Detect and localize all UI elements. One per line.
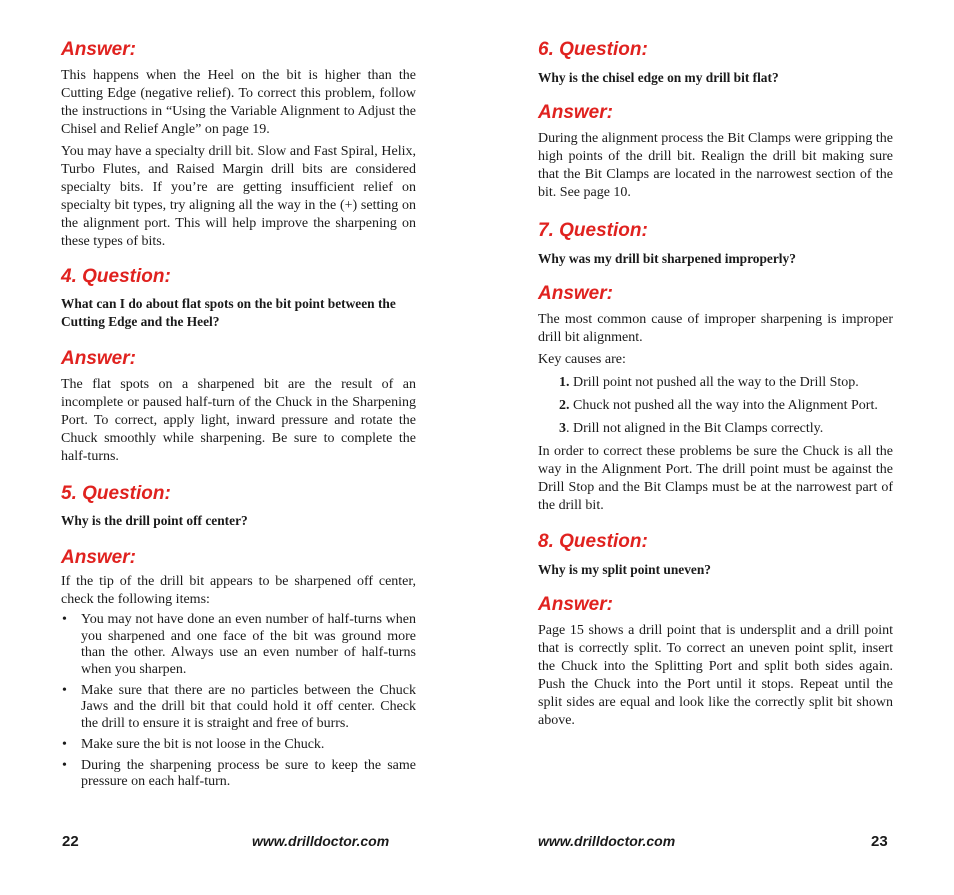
page-number-right: 23 <box>871 833 888 850</box>
question-4-text: What can I do about flat spots on the bit point between the Cutting Edge and the Heel? <box>61 296 396 329</box>
list-item: 2. Chuck not pushed all the way into the Alignment Port. <box>559 398 878 413</box>
list-item: • During the sharpening process be sure to keep the same pressure on each half-turn. <box>62 757 416 789</box>
answer-7-text: The most common cause of improper sharpening is improper drill bit alignment. <box>538 312 893 345</box>
list-item: 3. Drill not aligned in the Bit Clamps correctly. <box>559 421 824 436</box>
key-causes-label: Key causes are: <box>538 352 626 367</box>
question-8-heading: 8. Question: <box>538 531 648 552</box>
list-item: • Make sure the bit is not loose in the Chuck. <box>62 736 325 752</box>
answer-heading: Answer: <box>61 39 136 60</box>
causes-list <box>538 374 893 438</box>
list-item: • You may not have done an even number of half-turns when you sharpened and one face of the bit was ground more than the other. Always use an even number of half-turns when you sharpen. <box>62 612 416 677</box>
answer-6-heading: Answer: <box>538 102 613 123</box>
answer-5-heading: Answer: <box>61 547 136 568</box>
answer-4-heading: Answer: <box>61 348 136 369</box>
list-item: 1. Drill point not pushed all the way to the Drill Stop. <box>559 375 859 390</box>
question-7-text: Why was my drill bit sharpened improperly? <box>538 251 796 266</box>
answer-7-heading: Answer: <box>538 283 613 304</box>
question-8-text: Why is my split point uneven? <box>538 562 711 577</box>
website-link[interactable]: www.drilldoctor.com <box>252 833 390 849</box>
question-6-heading: 6. Question: <box>538 39 648 60</box>
question-4-heading: 4. Question: <box>61 266 171 287</box>
answer-8-heading: Answer: <box>538 594 613 615</box>
answer-4-text: The flat spots on a sharpened bit are the result of an incomplete or paused half-turn of the Chuck in the Sharpening Port. To correct, apply light, inward pressure and rotate the Chuck smoothly while sharpening. Be sure to complete the half-turns. <box>61 377 416 464</box>
page-number-left: 22 <box>62 833 79 850</box>
paragraph: You may have a specialty drill bit. Slow and Fast Spiral, Helix, Turbo Flutes, and Raised Margin drill bits are considered specialty bits. If you’re are getting insufficient relief on specialty bit types, try aligning all the way in the (+) setting on the alignment port. This will help improve the sharpening on these types of bits. <box>61 144 416 249</box>
answer-6-text: During the alignment process the Bit Clamps were gripping the high points of the drill bit. Realign the drill bit making sure that the Bit Clamps are located in the narrowest section of the bit. See page 10. <box>538 131 893 200</box>
answer-8-text: Page 15 shows a drill point that is undersplit and a drill point that is correctly split. To correct an uneven point split, insert the Chuck into the Splitting Port and split both sides again. Push the Chuck into the Port until it stops. Repeat until the split sides are equal and look like the correctly split bit shown above. <box>538 623 893 728</box>
question-7-heading: 7. Question: <box>538 220 648 241</box>
answer-body <box>61 67 416 255</box>
question-5-heading: 5. Question: <box>61 483 171 504</box>
answer-5-intro: If the tip of the drill bit appears to be sharpened off center, check the following items: <box>61 574 416 607</box>
checklist <box>61 612 416 791</box>
website-link[interactable]: www.drilldoctor.com <box>538 833 676 849</box>
list-item: • Make sure that there are no particles between the Chuck Jaws and the drill bit that could hold it off center. Check the drill to ensure it is straight and free of burrs. <box>62 682 416 731</box>
question-6-text: Why is the chisel edge on my drill bit flat? <box>538 70 779 85</box>
paragraph: This happens when the Heel on the bit is higher than the Cutting Edge (negative relief). To correct this problem, follow the instructions in “Using the Variable Alignment to Adjust the Chisel and Relief Angle” on page 19. <box>61 68 416 137</box>
answer-7-outro: In order to correct these problems be sure the Chuck is all the way in the Alignment Port. The drill point must be against the Drill Stop and the Bit Clamps must be at the narrowest part of the drill bit. <box>538 444 893 513</box>
question-5-text: Why is the drill point off center? <box>61 513 248 528</box>
